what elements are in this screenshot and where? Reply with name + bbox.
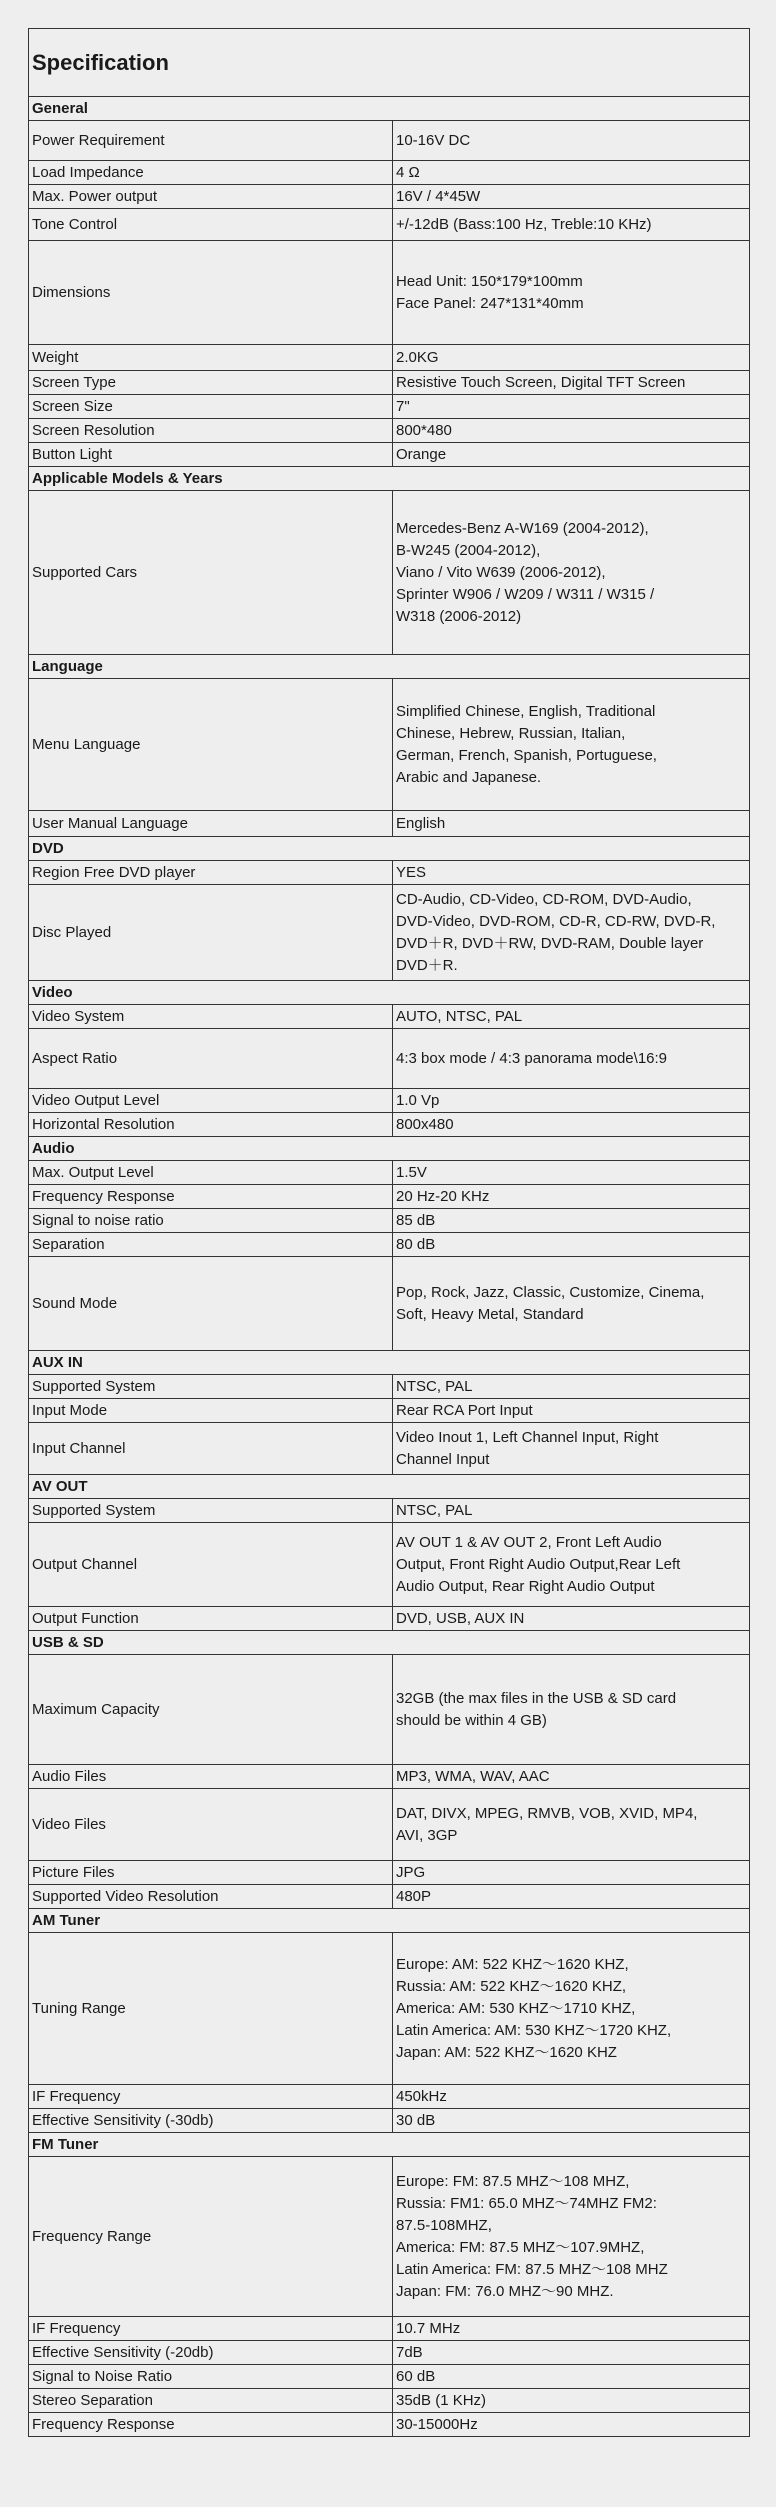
section-title: General bbox=[29, 97, 750, 121]
spec-label: Output Function bbox=[29, 1607, 393, 1631]
spec-row bbox=[29, 185, 750, 209]
spec-value-line: America: FM: 87.5 MHZ～107.9MHZ, bbox=[396, 2238, 645, 2256]
spec-row bbox=[29, 1029, 750, 1089]
spec-value-line: AUTO, NTSC, PAL bbox=[396, 1007, 523, 1025]
spec-value bbox=[393, 1005, 750, 1029]
spec-label: Frequency Response bbox=[29, 2413, 393, 2437]
spec-label: Max. Output Level bbox=[29, 1161, 393, 1185]
spec-row bbox=[29, 1185, 750, 1209]
spec-value-line: Simplified Chinese, English, Traditional bbox=[396, 702, 656, 720]
section-row bbox=[29, 1475, 750, 1499]
spec-row bbox=[29, 1861, 750, 1885]
spec-row bbox=[29, 861, 750, 885]
spec-row bbox=[29, 1005, 750, 1029]
spec-label: Screen Size bbox=[29, 395, 393, 419]
spec-row bbox=[29, 241, 750, 345]
spec-value-line: 30-15000Hz bbox=[396, 2415, 478, 2433]
spec-value-line: 20 Hz-20 KHz bbox=[396, 1187, 490, 1205]
spec-value bbox=[393, 345, 750, 371]
spec-value-line: Soft, Heavy Metal, Standard bbox=[396, 1305, 584, 1323]
spec-value bbox=[393, 1765, 750, 1789]
spec-value-line: Russia: FM1: 65.0 MHZ～74MHZ FM2: bbox=[396, 2194, 657, 2212]
spec-value bbox=[393, 1885, 750, 1909]
section-title: FM Tuner bbox=[29, 2133, 750, 2157]
spec-row bbox=[29, 1499, 750, 1523]
spec-value bbox=[393, 1499, 750, 1523]
spec-row bbox=[29, 2157, 750, 2317]
section-title: AM Tuner bbox=[29, 1909, 750, 1933]
spec-label: IF Frequency bbox=[29, 2317, 393, 2341]
spec-label: Max. Power output bbox=[29, 185, 393, 209]
spec-value bbox=[393, 185, 750, 209]
section-row bbox=[29, 655, 750, 679]
spec-value bbox=[393, 1375, 750, 1399]
spec-value bbox=[393, 491, 750, 655]
spec-value-line: German, French, Spanish, Portuguese, bbox=[396, 746, 657, 764]
spec-value-line: America: AM: 530 KHZ～1710 KHZ, bbox=[396, 1999, 636, 2017]
spec-value-line: Orange bbox=[396, 445, 447, 463]
spec-label: Load Impedance bbox=[29, 161, 393, 185]
spec-value-line: Viano / Vito W639 (2006-2012), bbox=[396, 563, 606, 581]
spec-value-line: +/-12dB (Bass:100 Hz, Treble:10 KHz) bbox=[396, 215, 652, 233]
spec-label: Tone Control bbox=[29, 209, 393, 241]
spec-row bbox=[29, 2413, 750, 2437]
spec-value bbox=[393, 1399, 750, 1423]
spec-value-line: Chinese, Hebrew, Russian, Italian, bbox=[396, 724, 626, 742]
section-row bbox=[29, 2133, 750, 2157]
spec-value-line: 480P bbox=[396, 1887, 432, 1905]
title-row bbox=[29, 29, 750, 97]
spec-row bbox=[29, 2389, 750, 2413]
section-title: USB & SD bbox=[29, 1631, 750, 1655]
spec-label: Video System bbox=[29, 1005, 393, 1029]
spec-label: Screen Resolution bbox=[29, 419, 393, 443]
spec-value-line: B-W245 (2004-2012), bbox=[396, 541, 541, 559]
spec-value bbox=[393, 1029, 750, 1089]
spec-label: Sound Mode bbox=[29, 1257, 393, 1351]
spec-value bbox=[393, 1933, 750, 2085]
section-row bbox=[29, 981, 750, 1005]
spec-value-line: Japan: AM: 522 KHZ～1620 KHZ bbox=[396, 2043, 617, 2061]
spec-value-line: 10-16V DC bbox=[396, 131, 471, 149]
spec-row bbox=[29, 2365, 750, 2389]
spec-value-line: Video Inout 1, Left Channel Input, Right bbox=[396, 1428, 659, 1446]
section-title: Applicable Models & Years bbox=[29, 467, 750, 491]
spec-value bbox=[393, 2157, 750, 2317]
spec-value-line: Output, Front Right Audio Output,Rear Left bbox=[396, 1555, 681, 1573]
spec-value-line: Audio Output, Rear Right Audio Output bbox=[396, 1577, 655, 1595]
spec-value-line: W318 (2006-2012) bbox=[396, 607, 522, 625]
spec-value-line: Arabic and Japanese. bbox=[396, 768, 542, 786]
spec-value-line: 7dB bbox=[396, 2343, 423, 2361]
spec-value-line: DVD＋R. bbox=[396, 956, 458, 974]
spec-value-line: 16V / 4*45W bbox=[396, 187, 481, 205]
spec-value bbox=[393, 1233, 750, 1257]
spec-value-line: MP3, WMA, WAV, AAC bbox=[396, 1767, 550, 1785]
spec-value bbox=[393, 1607, 750, 1631]
spec-row bbox=[29, 1523, 750, 1607]
spec-value-line: NTSC, PAL bbox=[396, 1377, 473, 1395]
spec-row bbox=[29, 443, 750, 467]
spec-value-line: 1.0 Vp bbox=[396, 1091, 440, 1109]
spec-value bbox=[393, 2109, 750, 2133]
spec-value bbox=[393, 861, 750, 885]
spec-label: Input Channel bbox=[29, 1423, 393, 1475]
spec-value bbox=[393, 1523, 750, 1607]
spec-value-line: should be within 4 GB) bbox=[396, 1711, 547, 1729]
spec-label: Separation bbox=[29, 1233, 393, 1257]
spec-label: Maximum Capacity bbox=[29, 1655, 393, 1765]
spec-value-line: AVI, 3GP bbox=[396, 1826, 458, 1844]
spec-value bbox=[393, 1161, 750, 1185]
spec-value bbox=[393, 2085, 750, 2109]
spec-row bbox=[29, 121, 750, 161]
spec-value-line: Europe: AM: 522 KHZ～1620 KHZ, bbox=[396, 1955, 629, 1973]
spec-value bbox=[393, 2317, 750, 2341]
spec-value-line: Head Unit: 150*179*100mm bbox=[396, 272, 583, 290]
spec-value bbox=[393, 1209, 750, 1233]
spec-value bbox=[393, 1861, 750, 1885]
spec-row bbox=[29, 679, 750, 811]
spec-row bbox=[29, 395, 750, 419]
section-row bbox=[29, 467, 750, 491]
spec-row bbox=[29, 371, 750, 395]
spec-label: User Manual Language bbox=[29, 811, 393, 837]
spec-row bbox=[29, 1161, 750, 1185]
spec-label: Supported System bbox=[29, 1499, 393, 1523]
spec-value-line: AV OUT 1 & AV OUT 2, Front Left Audio bbox=[396, 1533, 662, 1551]
spec-row bbox=[29, 345, 750, 371]
spec-value bbox=[393, 1185, 750, 1209]
section-row bbox=[29, 97, 750, 121]
spec-label: Region Free DVD player bbox=[29, 861, 393, 885]
spec-value-line: Face Panel: 247*131*40mm bbox=[396, 294, 584, 312]
spec-value-line: Pop, Rock, Jazz, Classic, Customize, Cinema, bbox=[396, 1283, 705, 1301]
spec-value-line: Mercedes-Benz A-W169 (2004-2012), bbox=[396, 519, 649, 537]
spec-value-line: Sprinter W906 / W209 / W311 / W315 / bbox=[396, 585, 655, 603]
spec-value-line: DVD-Video, DVD-ROM, CD-R, CD-RW, DVD-R, bbox=[396, 912, 716, 930]
spec-label: Frequency Range bbox=[29, 2157, 393, 2317]
spec-label: Signal to Noise Ratio bbox=[29, 2365, 393, 2389]
spec-value bbox=[393, 679, 750, 811]
section-row bbox=[29, 1137, 750, 1161]
spec-row bbox=[29, 2085, 750, 2109]
section-row bbox=[29, 1351, 750, 1375]
section-title: Language bbox=[29, 655, 750, 679]
spec-value bbox=[393, 1655, 750, 1765]
spec-value-line: Japan: FM: 76.0 MHZ～90 MHZ. bbox=[396, 2282, 614, 2300]
section-title: Video bbox=[29, 981, 750, 1005]
spec-value-line: 10.7 MHz bbox=[396, 2319, 461, 2337]
spec-value-line: Channel Input bbox=[396, 1450, 490, 1468]
spec-value-line: 800x480 bbox=[396, 1115, 454, 1133]
spec-row bbox=[29, 885, 750, 981]
section-row bbox=[29, 1631, 750, 1655]
spec-value-line: 4:3 box mode / 4:3 panorama mode\16:9 bbox=[396, 1049, 668, 1067]
spec-value bbox=[393, 1423, 750, 1475]
spec-value bbox=[393, 2365, 750, 2389]
spec-label: Frequency Response bbox=[29, 1185, 393, 1209]
spec-value bbox=[393, 1789, 750, 1861]
spec-value-line: 85 dB bbox=[396, 1211, 436, 1229]
spec-label: Effective Sensitivity (-30db) bbox=[29, 2109, 393, 2133]
spec-label: Supported System bbox=[29, 1375, 393, 1399]
spec-row bbox=[29, 1933, 750, 2085]
spec-value bbox=[393, 161, 750, 185]
spec-label: Supported Cars bbox=[29, 491, 393, 655]
spec-value-line: Latin America: FM: 87.5 MHZ～108 MHZ bbox=[396, 2260, 668, 2278]
section-row bbox=[29, 1909, 750, 1933]
spec-value-line: 35dB (1 KHz) bbox=[396, 2391, 487, 2409]
section-title: DVD bbox=[29, 837, 750, 861]
spec-label: Stereo Separation bbox=[29, 2389, 393, 2413]
spec-value-line: CD-Audio, CD-Video, CD-ROM, DVD-Audio, bbox=[396, 890, 692, 908]
spec-value-line: Resistive Touch Screen, Digital TFT Screen bbox=[396, 373, 686, 391]
spec-value-line: Europe: FM: 87.5 MHZ～108 MHZ, bbox=[396, 2172, 630, 2190]
spec-value-line: DAT, DIVX, MPEG, RMVB, VOB, XVID, MP4, bbox=[396, 1804, 698, 1822]
spec-label: Supported Video Resolution bbox=[29, 1885, 393, 1909]
spec-row bbox=[29, 2341, 750, 2365]
section-title: AV OUT bbox=[29, 1475, 750, 1499]
spec-label: Screen Type bbox=[29, 371, 393, 395]
spec-row bbox=[29, 1089, 750, 1113]
spec-value-line: 7" bbox=[396, 397, 410, 415]
spec-row bbox=[29, 1423, 750, 1475]
spec-label: Power Requirement bbox=[29, 121, 393, 161]
spec-value-line: Latin America: AM: 530 KHZ～1720 KHZ, bbox=[396, 2021, 672, 2039]
spec-label: Weight bbox=[29, 345, 393, 371]
spec-row bbox=[29, 1209, 750, 1233]
spec-value-line: DVD, USB, AUX IN bbox=[396, 1609, 525, 1627]
spec-value-line: 450kHz bbox=[396, 2087, 447, 2105]
spec-label: Dimensions bbox=[29, 241, 393, 345]
spec-row bbox=[29, 2317, 750, 2341]
section-title: AUX IN bbox=[29, 1351, 750, 1375]
spec-label: Output Channel bbox=[29, 1523, 393, 1607]
spec-value-line: 80 dB bbox=[396, 1235, 436, 1253]
spec-label: Video Output Level bbox=[29, 1089, 393, 1113]
spec-value-line: Russia: AM: 522 KHZ～1620 KHZ, bbox=[396, 1977, 627, 1995]
spec-label: Audio Files bbox=[29, 1765, 393, 1789]
spec-row bbox=[29, 2109, 750, 2133]
spec-value bbox=[393, 2413, 750, 2437]
spec-row bbox=[29, 1789, 750, 1861]
spec-value bbox=[393, 395, 750, 419]
spec-value bbox=[393, 885, 750, 981]
spec-value-line: 1.5V bbox=[396, 1163, 427, 1181]
spec-value bbox=[393, 2389, 750, 2413]
spec-value-line: 87.5-108MHZ, bbox=[396, 2216, 492, 2234]
spec-label: Picture Files bbox=[29, 1861, 393, 1885]
spec-row bbox=[29, 1113, 750, 1137]
spec-row bbox=[29, 1399, 750, 1423]
spec-value bbox=[393, 1257, 750, 1351]
spec-row bbox=[29, 1655, 750, 1765]
spec-value bbox=[393, 371, 750, 395]
spec-value-line: 60 dB bbox=[396, 2367, 436, 2385]
spec-row bbox=[29, 1885, 750, 1909]
spec-label: IF Frequency bbox=[29, 2085, 393, 2109]
spec-row bbox=[29, 811, 750, 837]
spec-value-line: 4 Ω bbox=[396, 163, 420, 181]
spec-row bbox=[29, 419, 750, 443]
specification-table bbox=[28, 28, 750, 2437]
spec-value bbox=[393, 241, 750, 345]
spec-label: Signal to noise ratio bbox=[29, 1209, 393, 1233]
spec-value bbox=[393, 419, 750, 443]
spec-row bbox=[29, 1257, 750, 1351]
spec-value bbox=[393, 1113, 750, 1137]
spec-label: Video Files bbox=[29, 1789, 393, 1861]
spec-label: Tuning Range bbox=[29, 1933, 393, 2085]
spec-row bbox=[29, 1607, 750, 1631]
spec-label: Menu Language bbox=[29, 679, 393, 811]
spec-row bbox=[29, 491, 750, 655]
spec-value bbox=[393, 2341, 750, 2365]
spec-value-line: DVD＋R, DVD＋RW, DVD-RAM, Double layer bbox=[396, 934, 704, 952]
spec-label: Aspect Ratio bbox=[29, 1029, 393, 1089]
spec-row bbox=[29, 161, 750, 185]
spec-value-line: 2.0KG bbox=[396, 348, 439, 366]
spec-value bbox=[393, 1089, 750, 1113]
spec-label: Input Mode bbox=[29, 1399, 393, 1423]
spec-value-line: YES bbox=[396, 863, 427, 881]
spec-value-line: 32GB (the max files in the USB & SD card bbox=[396, 1689, 677, 1707]
spec-value bbox=[393, 209, 750, 241]
spec-row bbox=[29, 1233, 750, 1257]
spec-value-line: English bbox=[396, 814, 446, 832]
spec-value-line: 30 dB bbox=[396, 2111, 436, 2129]
spec-value-line: JPG bbox=[396, 1863, 426, 1881]
spec-value-line: 800*480 bbox=[396, 421, 452, 439]
spec-label: Disc Played bbox=[29, 885, 393, 981]
spec-row bbox=[29, 209, 750, 241]
spec-label: Button Light bbox=[29, 443, 393, 467]
spec-value-line: NTSC, PAL bbox=[396, 1501, 473, 1519]
section-title: Audio bbox=[29, 1137, 750, 1161]
spec-row bbox=[29, 1375, 750, 1399]
spec-value bbox=[393, 811, 750, 837]
spec-value bbox=[393, 121, 750, 161]
spec-row bbox=[29, 1765, 750, 1789]
spec-value bbox=[393, 443, 750, 467]
section-row bbox=[29, 837, 750, 861]
page-title: Specification bbox=[29, 29, 750, 97]
spec-value-line: Rear RCA Port Input bbox=[396, 1401, 533, 1419]
spec-label: Effective Sensitivity (-20db) bbox=[29, 2341, 393, 2365]
spec-label: Horizontal Resolution bbox=[29, 1113, 393, 1137]
